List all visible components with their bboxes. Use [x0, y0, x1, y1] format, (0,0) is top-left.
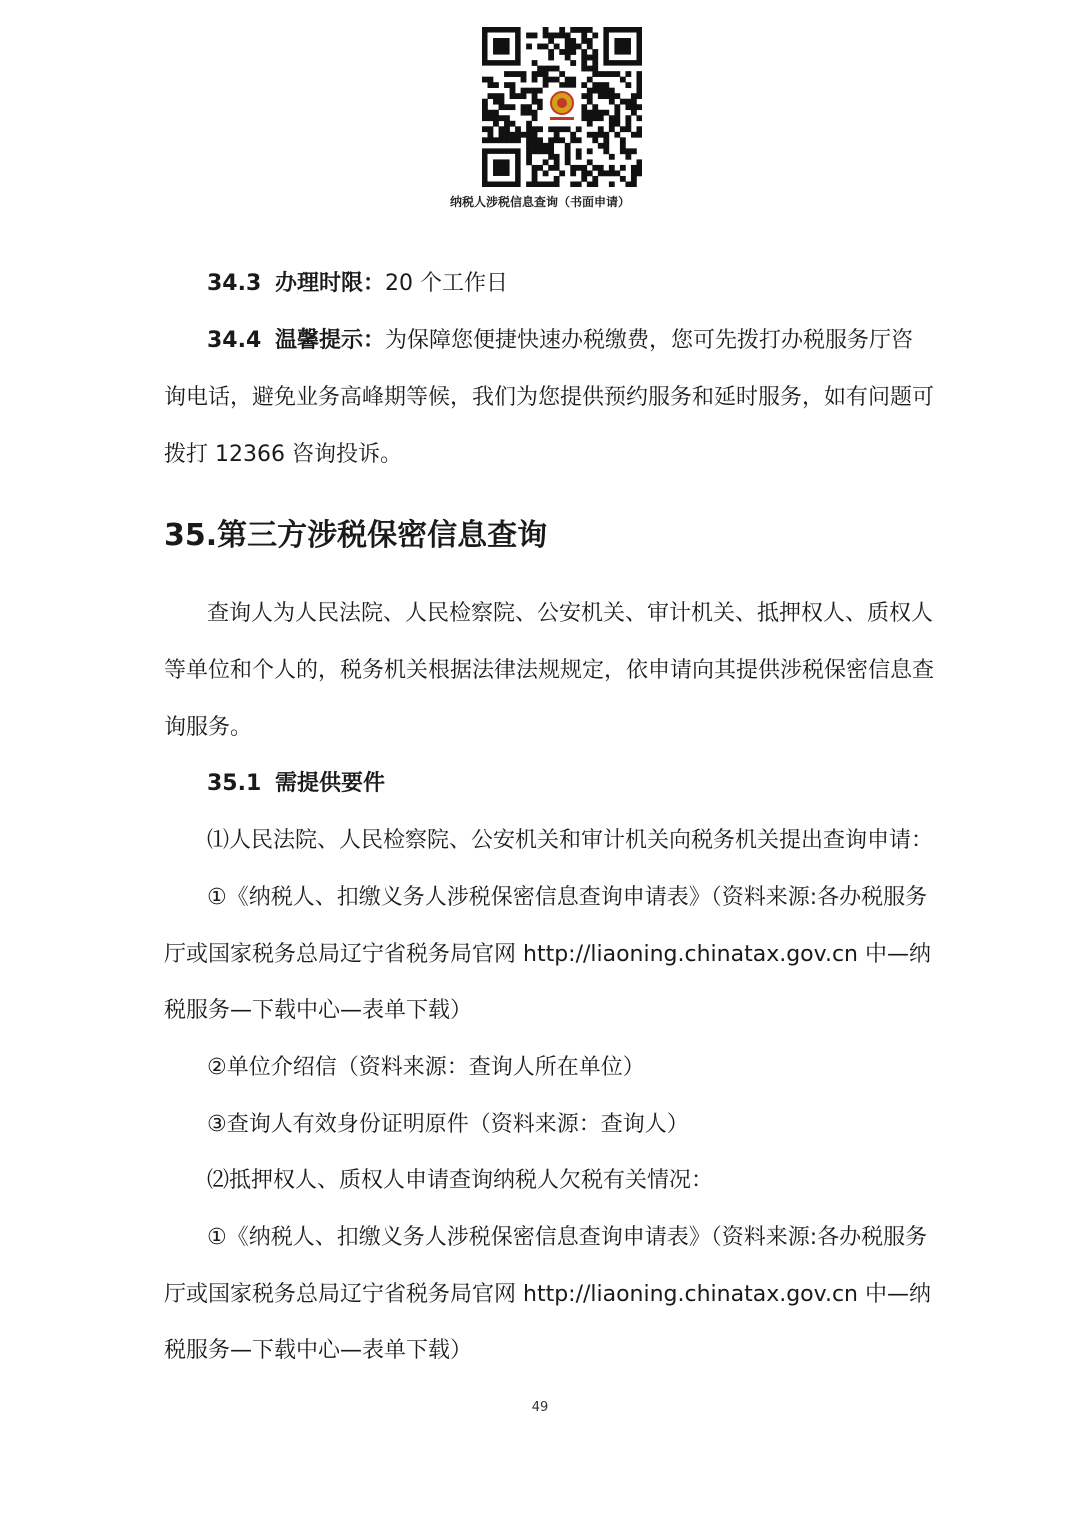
list-item: ⑵抵押权人、质权人申请查询纳税人欠税有关情况： — [207, 1168, 714, 1193]
paragraph-line: 等单位和个人的，税务机关根据法律法规规定，依申请向其提供涉税保密信息查 — [164, 658, 935, 683]
qr-code — [482, 27, 642, 187]
paragraph-line: 拨打 12366 咨询投诉。 — [164, 442, 402, 467]
section-34-4 — [207, 325, 924, 357]
section-text: 为保障您便捷快速办税缴费，您可先拨打办税服务厅咨 — [385, 328, 914, 353]
paragraph-line: 厅或国家税务总局辽宁省税务局官网 http://liaoning.chinatax.gov.cn 中—纳 — [164, 942, 931, 967]
paragraph-line: 厅或国家税务总局辽宁省税务局官网 http://liaoning.chinatax.gov.cn 中—纳 — [164, 1282, 931, 1307]
qr-code-image — [482, 27, 642, 187]
section-label: 需提供要件 — [275, 771, 386, 796]
qr-caption: 纳税人涉税信息查询（书面申请） — [449, 195, 630, 209]
section-34-3 — [207, 268, 924, 300]
list-item: ①《纳税人、扣缴义务人涉税保密信息查询申请表》（资料来源:各办税服务 — [207, 1225, 928, 1250]
paragraph-line: 询电话，避免业务高峰期等候，我们为您提供预约服务和延时服务，如有问题可 — [164, 385, 935, 410]
paragraph-line: 税服务—下载中心—表单下载） — [164, 998, 473, 1023]
list-item: ⑴人民法院、人民检察院、公安机关和审计机关向税务机关提出查询申请： — [207, 828, 934, 853]
section-heading: 35.第三方涉税保密信息查询 — [164, 518, 548, 553]
section-35-1 — [207, 768, 924, 800]
paragraph-line: 查询人为人民法院、人民检察院、公安机关、审计机关、抵押权人、质权人 — [207, 601, 934, 626]
section-number: 34.3 — [207, 271, 262, 296]
section-label: 办理时限： — [275, 271, 386, 296]
list-item: ②单位介绍信（资料来源：查询人所在单位） — [207, 1055, 645, 1080]
section-label: 温馨提示： — [275, 328, 386, 353]
section-number: 35.1 — [207, 771, 262, 796]
paragraph-line: 税服务—下载中心—表单下载） — [164, 1338, 473, 1363]
section-number: 34.4 — [207, 328, 262, 353]
page-number: 49 — [531, 1400, 549, 1415]
list-item: ①《纳税人、扣缴义务人涉税保密信息查询申请表》（资料来源:各办税服务 — [207, 885, 928, 910]
paragraph-line: 询服务。 — [164, 715, 253, 740]
section-text: 20 个工作日 — [385, 271, 509, 296]
list-item: ③查询人有效身份证明原件（资料来源：查询人） — [207, 1112, 689, 1137]
